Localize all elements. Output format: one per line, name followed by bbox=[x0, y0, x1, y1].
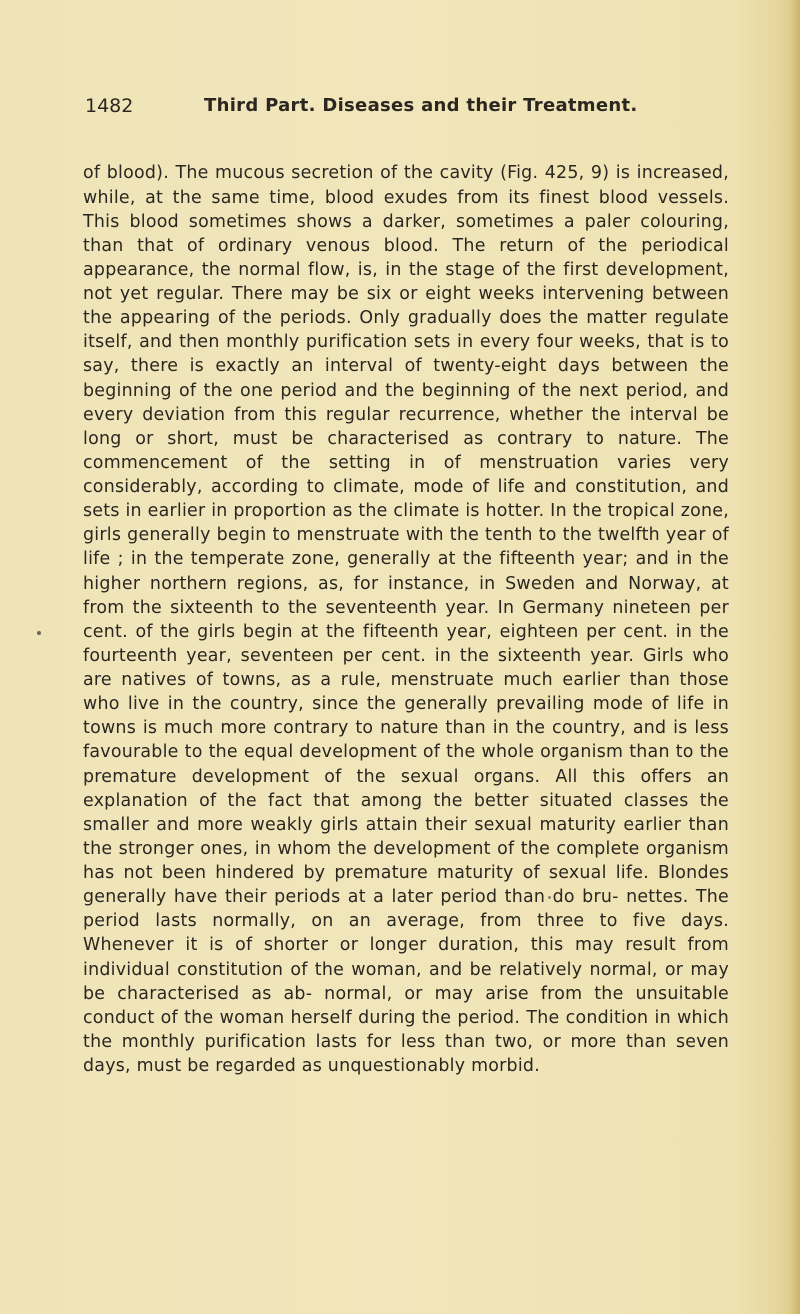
page-number: 1482 bbox=[85, 95, 134, 117]
margin-dot bbox=[37, 631, 41, 635]
page-edge-shadow bbox=[790, 0, 800, 1314]
page-header bbox=[85, 95, 725, 121]
running-title: Third Part. Diseases and their Treatment. bbox=[204, 95, 638, 116]
body-paragraph: of blood). The mucous secretion of the cavity (Fig. 425, 9) is increased, while, at the same time, blood exudes from its finest blood vessels. This blood sometimes shows a darker, sometimes a paler colouring, than that of ordinary venous blood. The return of the periodical appearance, the normal flow, is, in the stage of the first development, not yet regular. There may be six or eight weeks intervening between the appearing of the periods. Only gradually does the matter regulate itself, and then monthly purification sets in every four weeks, that is to say, there is exactly an interval of twenty-eight days between the beginning of the one period and the beginning of the next period, and every deviation from this regular recurrence, whether the interval be long or short, must be characterised as contrary to nature. The commencement of the setting in of menstruation varies very considerably, according to climate, mode of life and constitution, and sets in earlier in proportion as the climate is hotter. In the tropical zone, girls generally begin to menstruate with the tenth to the twelfth year of life ; in the temperate zone, generally at the fifteenth year; and in the higher northern regions, as, for instance, in Sweden and Norway, at from the sixteenth to the seventeenth year. In Germany nineteen per cent. of the girls begin at the fifteenth year, eighteen per cent. in the fourteenth year, seventeen per cent. in the sixteenth year. Girls who are natives of towns, as a rule, menstruate much earlier than those who live in the country, since the generally prevailing mode of life in towns is much more contrary to nature than in the country, and is less favourable to the equal development of the whole organism than to the premature development of the sexual organs. All this offers an explanation of the fact that among the better situated classes the smaller and more weakly girls attain their sexual maturity earlier than the stronger ones, in whom the development of the complete organism has not been hindered by premature maturity of sexual life. Blondes generally have their periods at a later period than do bru- nettes. The period lasts normally, on an average, from three to five days. Whenever it is of shorter or longer duration, this may result from individual constitution of the woman, and be relatively normal, or may be characterised as ab- normal, or may arise from the unsuitable conduct of the woman herself during the period. The condition in which the monthly purification lasts for less than two, or more than seven days, must be regarded as unquestionably morbid. bbox=[83, 163, 729, 1077]
